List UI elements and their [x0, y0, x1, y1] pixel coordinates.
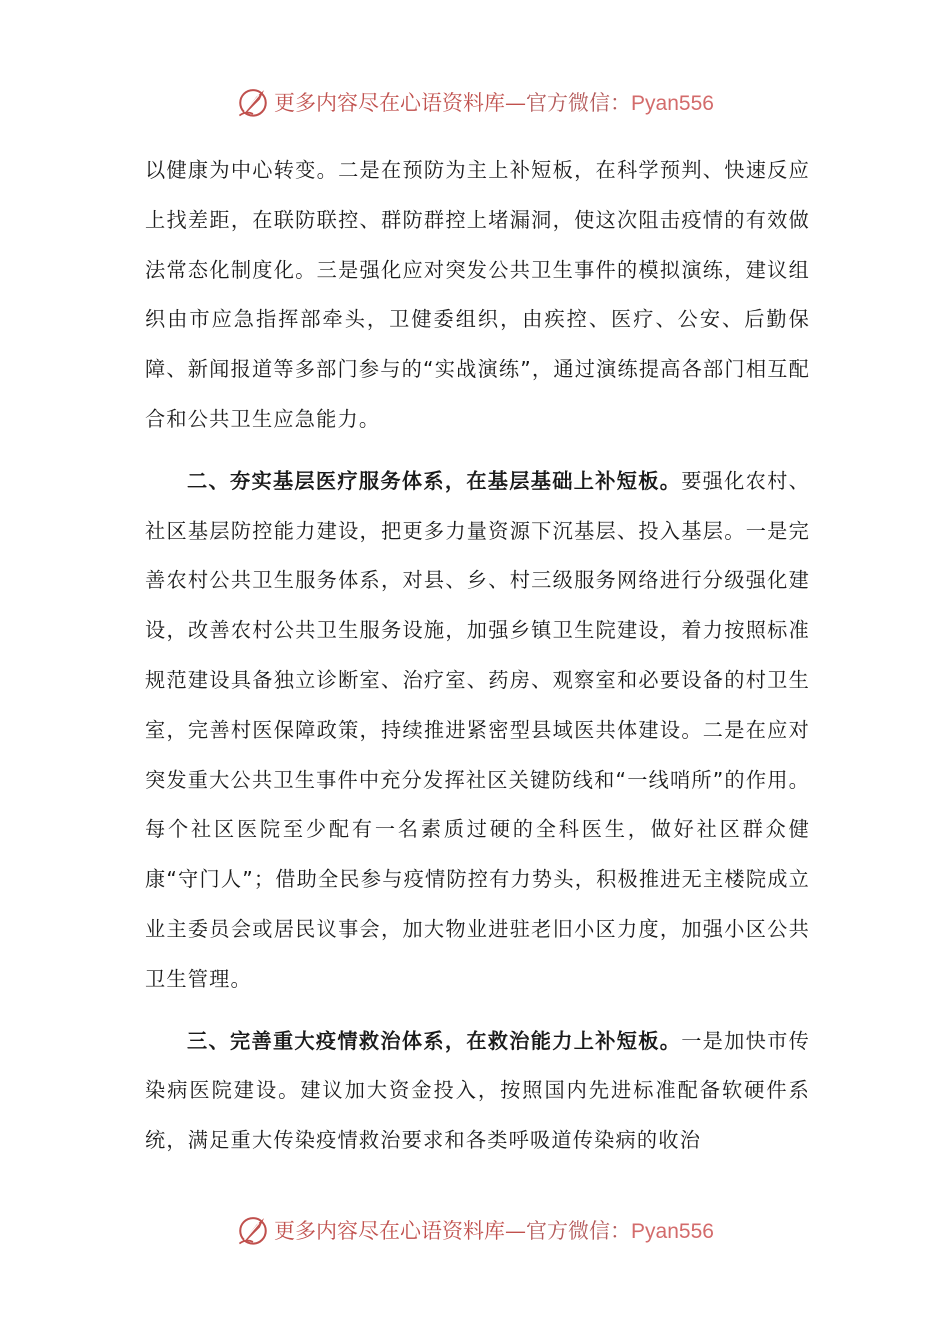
paragraph-2-text: 要强化农村、社区基层防控能力建设，把更多力量资源下沉基层、投入基层。一是完善农村公共卫生服务体系，对县、乡、村三级服务网络进行分级强化建设，改善农村公共卫生服务设施，加强乡镇卫生院建设，着力按照标准规范建设具备独立诊断室、治疗室、药房、观察室和必要设备的村卫生室，完善村医保障政策，持续推进紧密型县域医共体建设。二是在应对突发重大公共卫生事件中充分发挥社区关键防线和“一线哨所”的作用。每个社区医院至少配有一名素质过硬的全科医生，做好社区群众健康“守门人”；借助全民参与疫情防控有力势头，积极推进无主楼院成立业主委员会或居民议事会，加大物业进驻老旧小区力度，加强小区公共卫生管理。: [145, 468, 811, 991]
header-brand: 更多内容尽在心语资料库: [274, 91, 506, 115]
header-banner: [0, 80, 950, 124]
paragraph-2-lead: 二、夯实基层医疗服务体系，在基层基础上补短板。: [187, 468, 682, 493]
footer-wechat-id: Pyan556: [631, 1220, 714, 1243]
paragraph-1-text: 以健康为中心转变。二是在预防为主上补短板，在科学预判、快速反应上找差距，在联防联控、群防群控上堵漏洞，使这次阻击疫情的有效做法常态化制度化。三是强化应对突发公共卫生事件的模拟演练，建议组织由市应急指挥部牵头，卫健委组织，由疾控、医疗、公安、后勤保障、新闻报道等多部门参与的“实战演练”，通过演练提高各部门相互配合和公共卫生应急能力。: [145, 158, 810, 431]
quill-logo-icon: [236, 1213, 270, 1247]
paragraph-3-lead: 三、完善重大疫情救治体系，在救治能力上补短板。: [187, 1028, 682, 1053]
header-wechat-label: 官方微信：: [526, 91, 632, 115]
header-dash: —: [505, 91, 527, 115]
document-body: [145, 146, 810, 1166]
footer-brand: 更多内容尽在心语资料库: [274, 1219, 506, 1243]
quill-logo-icon: [236, 85, 270, 119]
paragraph-2: [145, 457, 810, 1005]
footer-wechat-label: 官方微信：: [526, 1219, 632, 1243]
footer-banner-text: [274, 1215, 714, 1245]
footer-dash: —: [505, 1219, 527, 1243]
paragraph-1: [145, 146, 810, 445]
footer-banner: [0, 1208, 950, 1252]
paragraph-3: [145, 1017, 810, 1166]
header-banner-text: [274, 87, 714, 117]
header-wechat-id: Pyan556: [631, 92, 714, 115]
paragraph-3-text: 一是加快市传染病医院建设。建议加大资金投入，按照国内先进标准配备软硬件系统，满足重大传染疫情救治要求和各类呼吸道传染病的收治: [145, 1028, 811, 1153]
